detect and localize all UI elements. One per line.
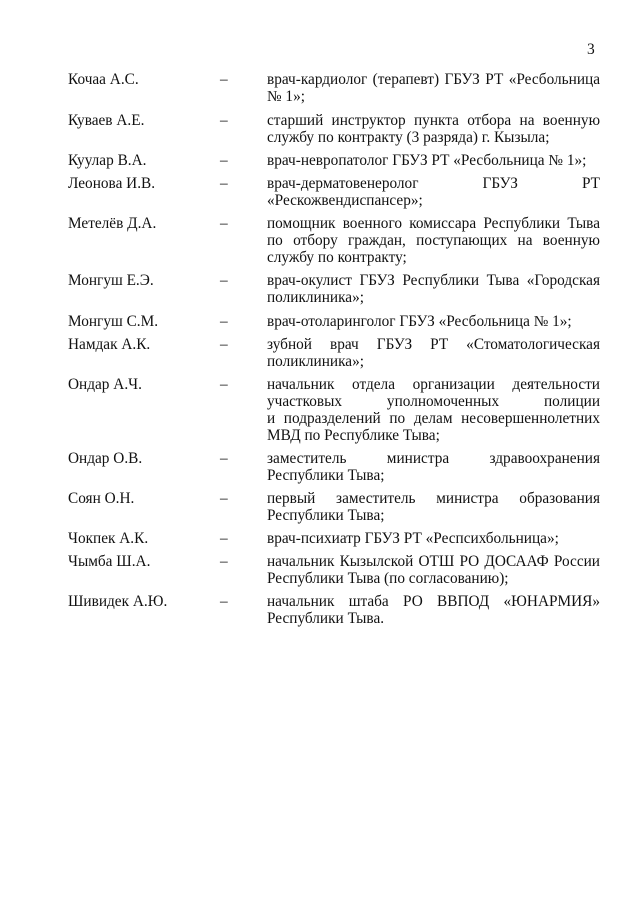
list-item	[68, 175, 600, 209]
dash: –	[220, 175, 228, 192]
position-line: врач-кардиолог (терапевт) ГБУЗ РТ «Ресбольница	[267, 71, 600, 88]
position-line: начальник штаба РО ВВПОД «ЮНАРМИЯ»	[267, 593, 600, 610]
dash: –	[220, 215, 228, 232]
position-line: помощник военного комиссара Республики Тыва	[267, 215, 600, 232]
position-line: поликлиника»;	[267, 353, 364, 370]
member-position	[267, 593, 600, 627]
member-position	[267, 530, 600, 547]
dash: –	[220, 450, 228, 467]
member-name: Чымба Ш.А.	[68, 553, 151, 570]
member-name: Ондар О.В.	[68, 450, 143, 467]
position-line: первый заместитель министра образования	[267, 490, 600, 507]
member-name: Куваев А.Е.	[68, 112, 145, 129]
position-line: врач-психиатр ГБУЗ РТ «Респсихбольница»;	[267, 530, 559, 547]
dash: –	[220, 112, 228, 129]
position-line: МВД по Республике Тыва;	[267, 427, 440, 444]
member-name: Леонова И.В.	[68, 175, 156, 192]
member-name: Шивидек А.Ю.	[68, 593, 168, 610]
member-name: Куулар В.А.	[68, 152, 147, 169]
position-line: врач-невропатолог ГБУЗ РТ «Ресбольница № 1»;	[267, 152, 587, 169]
position-line: «Рескожвендиспансер»;	[267, 192, 423, 209]
list-item	[68, 272, 600, 306]
member-position	[267, 376, 600, 444]
dash: –	[220, 593, 228, 610]
dash: –	[220, 272, 228, 289]
member-position	[267, 152, 600, 169]
dash: –	[220, 376, 228, 393]
list-item	[68, 530, 600, 547]
dash: –	[220, 490, 228, 507]
list-item	[68, 112, 600, 146]
dash: –	[220, 336, 228, 353]
dash: –	[220, 313, 228, 330]
member-position	[267, 336, 600, 370]
member-position	[267, 553, 600, 587]
member-name: Метелёв Д.А.	[68, 215, 157, 232]
dash: –	[220, 530, 228, 547]
dash: –	[220, 553, 228, 570]
position-line: по отбору граждан, поступающих на военную	[267, 232, 600, 249]
list-item	[68, 553, 600, 587]
position-line: Республики Тыва.	[267, 610, 385, 627]
position-line: врач-отоларинголог ГБУЗ «Ресбольница № 1»;	[267, 313, 572, 330]
list-item	[68, 71, 600, 105]
position-line: зубной врач ГБУЗ РТ «Стоматологическая	[267, 336, 600, 353]
list-item	[68, 336, 600, 370]
position-line: врач-окулист ГБУЗ Республики Тыва «Городская	[267, 272, 600, 289]
member-position	[267, 313, 600, 330]
position-line: и подразделений по делам несовершеннолетних	[267, 410, 600, 427]
position-line: старший инструктор пункта отбора на военную	[267, 112, 600, 129]
member-position	[267, 450, 600, 484]
list-item	[68, 490, 600, 524]
list-item	[68, 152, 600, 169]
position-line: службу по контракту;	[267, 249, 407, 266]
member-name: Чокпек А.К.	[68, 530, 149, 547]
member-position	[267, 215, 600, 266]
position-line: поликлиника»;	[267, 289, 364, 306]
position-line: начальник отдела организации деятельности	[267, 376, 600, 393]
member-position	[267, 490, 600, 524]
member-name: Соян О.Н.	[68, 490, 135, 507]
member-name: Ондар А.Ч.	[68, 376, 142, 393]
list-item	[68, 593, 600, 627]
member-name: Монгуш Е.Э.	[68, 272, 154, 289]
member-position	[267, 112, 600, 146]
position-line: участковых уполномоченных полиции	[267, 393, 600, 410]
position-line: Республики Тыва (по согласованию);	[267, 570, 509, 587]
member-position	[267, 71, 600, 105]
position-line: Республики Тыва;	[267, 467, 385, 484]
list-item	[68, 313, 600, 330]
member-position	[267, 272, 600, 306]
list-item	[68, 450, 600, 484]
dash: –	[220, 71, 228, 88]
list-item	[68, 376, 600, 444]
members-list	[68, 71, 600, 627]
position-line: начальник Кызылской ОТШ РО ДОСААФ России	[267, 553, 600, 570]
position-line: заместитель министра здравоохранения	[267, 450, 600, 467]
member-name: Монгуш С.М.	[68, 313, 159, 330]
position-line: врач-дерматовенеролог ГБУЗ РТ	[267, 175, 600, 192]
member-name: Намдак А.К.	[68, 336, 151, 353]
position-line: № 1»;	[267, 88, 305, 105]
list-item	[68, 215, 600, 266]
dash: –	[220, 152, 228, 169]
position-line: Республики Тыва;	[267, 507, 385, 524]
member-name: Кочаа А.С.	[68, 71, 139, 88]
page-number: 3	[587, 41, 595, 58]
member-position	[267, 175, 600, 209]
position-line: службу по контракту (3 разряда) г. Кызыла;	[267, 129, 550, 146]
